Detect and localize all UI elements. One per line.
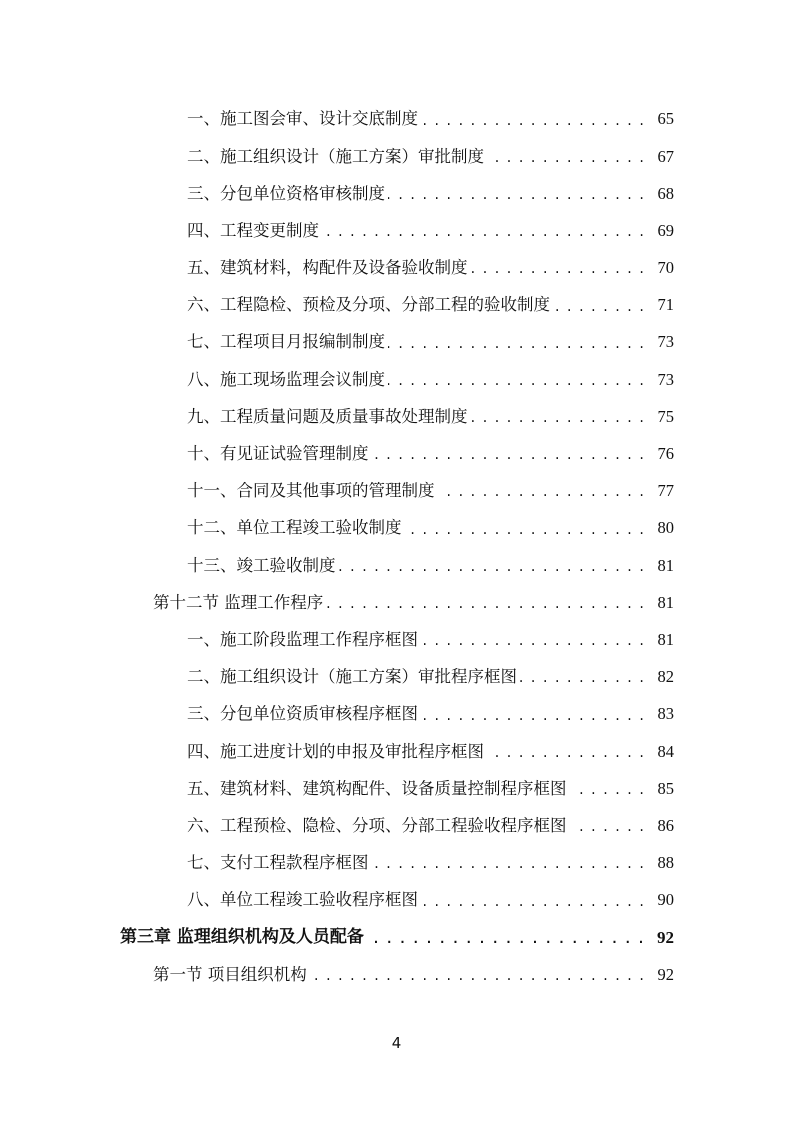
toc-entry-title: 十一、合同及其他事项的管理制度 — [187, 481, 435, 501]
toc-dot-leader — [520, 668, 644, 686]
toc-entry-page: 71 — [657, 295, 674, 315]
toc-entry-title: 二、施工组织设计（施工方案）审批程序框图 — [187, 667, 517, 687]
toc-dot-leader — [553, 297, 644, 315]
toc-entry-page: 84 — [657, 741, 674, 761]
toc-entry[interactable] — [0, 473, 793, 510]
toc-dot-leader — [487, 743, 644, 761]
toc-dot-leader — [570, 780, 645, 798]
toc-entry-title: 一、施工阶段监理工作程序框图 — [187, 629, 418, 649]
toc-entry-title: 六、工程预检、隐检、分项、分部工程验收程序框图 — [187, 815, 567, 835]
toc-dot-leader — [388, 185, 644, 203]
toc-entry-title: 第十二节 监理工作程序 — [153, 592, 324, 612]
toc-entry-page: 81 — [657, 629, 674, 649]
toc-section-entry[interactable] — [0, 584, 793, 621]
toc-dot-leader — [367, 929, 644, 947]
toc-entry-page: 75 — [657, 406, 674, 426]
toc-entry[interactable] — [0, 845, 793, 882]
toc-entry[interactable] — [0, 250, 793, 287]
toc-dot-leader — [421, 631, 644, 649]
toc-entry-title: 第一节 项目组织机构 — [153, 964, 307, 984]
toc-entry[interactable] — [0, 547, 793, 584]
toc-entry-title: 五、建筑材料、建筑构配件、设备质量控制程序框图 — [187, 778, 567, 798]
toc-entry[interactable] — [0, 659, 793, 696]
toc-entry-title: 四、工程变更制度 — [187, 220, 319, 240]
toc-entry[interactable] — [0, 213, 793, 250]
toc-entry-title: 十二、单位工程竣工验收制度 — [187, 518, 402, 538]
toc-entry-page: 88 — [657, 853, 674, 873]
toc-entry-page: 77 — [657, 481, 674, 501]
toc-dot-leader — [421, 111, 644, 129]
toc-entry[interactable] — [0, 175, 793, 212]
toc-entry[interactable] — [0, 882, 793, 919]
toc-dot-leader — [438, 482, 645, 500]
toc-entry-page: 90 — [657, 890, 674, 910]
toc-entry[interactable] — [0, 696, 793, 733]
toc-entry-page: 68 — [657, 183, 674, 203]
toc-entry-title: 五、建筑材料，构配件及设备验收制度 — [187, 258, 468, 278]
toc-entry[interactable] — [0, 808, 793, 845]
toc-entry-title: 第三章 监理组织机构及人员配备 — [120, 927, 364, 948]
toc-entry-title: 十三、竣工验收制度 — [187, 555, 336, 575]
toc-dot-leader — [405, 520, 645, 538]
toc-dot-leader — [310, 966, 644, 984]
toc-dot-leader — [471, 259, 645, 277]
toc-entry-page: 85 — [657, 778, 674, 798]
toc-entry-title: 八、单位工程竣工验收程序框图 — [187, 890, 418, 910]
toc-entry-title: 三、分包单位资质审核程序框图 — [187, 704, 418, 724]
toc-entry[interactable] — [0, 324, 793, 361]
toc-dot-leader — [421, 706, 644, 724]
toc-dot-leader — [388, 371, 644, 389]
toc-entry[interactable] — [0, 510, 793, 547]
toc-dot-leader — [339, 557, 645, 575]
toc-dot-leader — [372, 445, 645, 463]
toc-entry[interactable] — [0, 361, 793, 398]
toc-entry[interactable] — [0, 399, 793, 436]
toc-dot-leader — [421, 892, 644, 910]
toc-entry[interactable] — [0, 622, 793, 659]
toc-entry-page: 92 — [657, 964, 674, 984]
toc-entry-page: 86 — [657, 815, 674, 835]
toc-dot-leader — [322, 222, 644, 240]
toc-dot-leader — [326, 594, 644, 612]
toc-entry-title: 三、分包单位资格审核制度 — [187, 183, 385, 203]
toc-entry[interactable] — [0, 733, 793, 770]
toc-dot-leader — [487, 148, 644, 166]
toc-entry[interactable] — [0, 287, 793, 324]
toc-entry-title: 九、工程质量问题及质量事故处理制度 — [187, 406, 468, 426]
toc-entry-title: 十、有见证试验管理制度 — [187, 444, 369, 464]
toc-entry[interactable] — [0, 138, 793, 175]
toc-chapter-entry[interactable] — [0, 919, 793, 956]
toc-entry[interactable] — [0, 101, 793, 138]
page-number: 4 — [391, 1034, 402, 1052]
toc-entry-title: 六、工程隐检、预检及分项、分部工程的验收制度 — [187, 295, 550, 315]
toc-entry-page: 70 — [657, 258, 674, 278]
toc-entry-title: 一、施工图会审、设计交底制度 — [187, 109, 418, 129]
toc-entry-page: 65 — [657, 109, 674, 129]
toc-entry-page: 67 — [657, 146, 674, 166]
toc-entry-title: 七、支付工程款程序框图 — [187, 853, 369, 873]
toc-entry-page: 83 — [657, 704, 674, 724]
toc-dot-leader — [570, 817, 645, 835]
toc-dot-leader — [388, 334, 644, 352]
toc-entry-page: 73 — [657, 332, 674, 352]
toc-section-entry[interactable] — [0, 956, 793, 993]
toc-entry[interactable] — [0, 436, 793, 473]
toc-entry-page: 92 — [657, 928, 674, 948]
toc-entry-page: 69 — [657, 220, 674, 240]
toc-entry-title: 二、施工组织设计（施工方案）审批制度 — [187, 146, 484, 166]
toc-entry-page: 82 — [657, 667, 674, 687]
toc-entry-page: 80 — [657, 518, 674, 538]
table-of-contents — [0, 101, 793, 994]
toc-dot-leader — [471, 408, 645, 426]
toc-dot-leader — [372, 854, 645, 872]
toc-entry-page: 76 — [657, 444, 674, 464]
toc-entry-page: 73 — [657, 369, 674, 389]
toc-entry-page: 81 — [657, 555, 674, 575]
toc-entry-page: 81 — [657, 592, 674, 612]
toc-entry-title: 四、施工进度计划的申报及审批程序框图 — [187, 741, 484, 761]
toc-entry-title: 七、工程项目月报编制制度 — [187, 332, 385, 352]
toc-entry-title: 八、施工现场监理会议制度 — [187, 369, 385, 389]
toc-entry[interactable] — [0, 770, 793, 807]
